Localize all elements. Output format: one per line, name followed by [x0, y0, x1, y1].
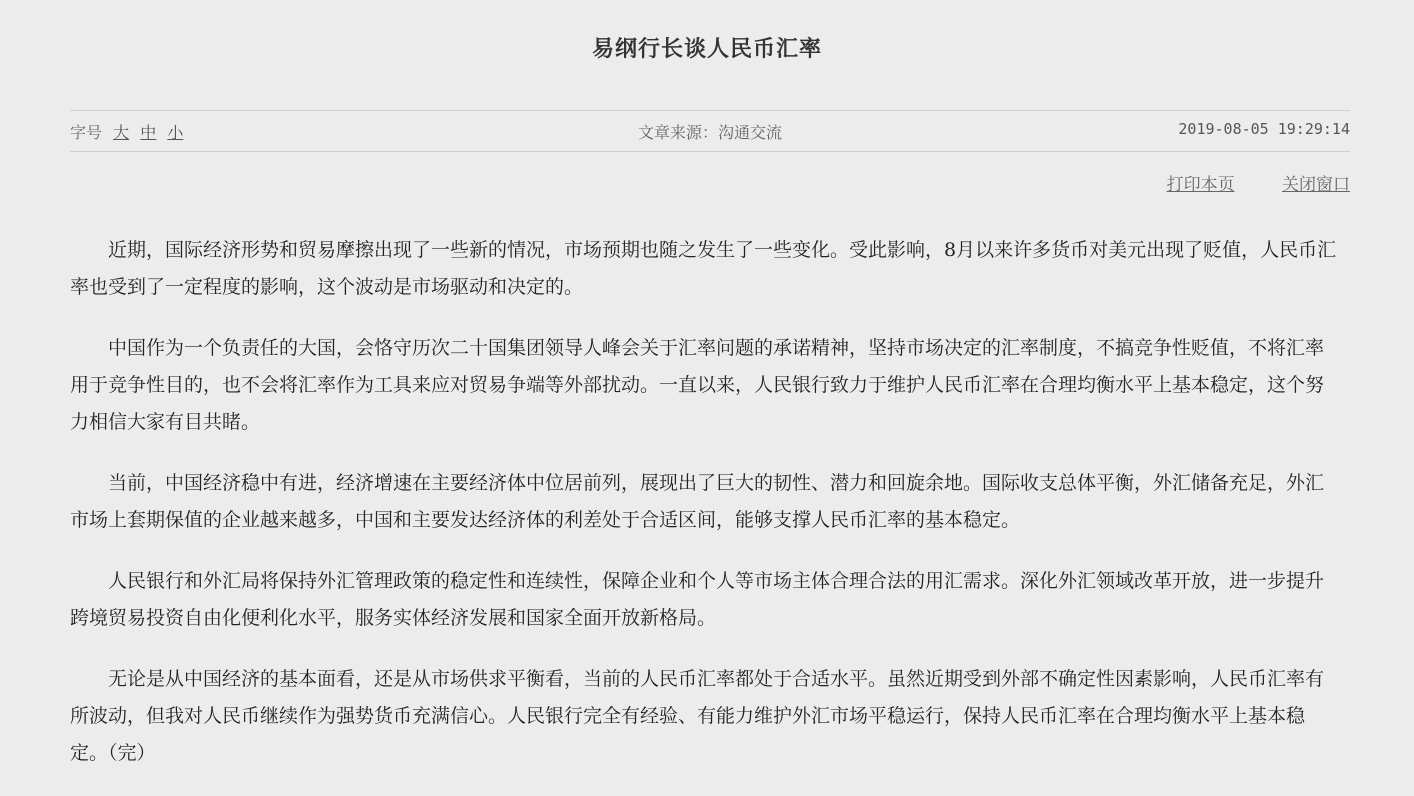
page-title: 易纲行长谈人民币汇率: [591, 36, 822, 62]
paragraph: 无论是从中国经济的基本面看，还是从市场供求平衡看，当前的人民币汇率都处于合适水平。虽然近期受到外部不确定性因素影响，人民币汇率有所波动，但我对人民币继续作为强势货币充满信心。人民银行完全有经验、有能力维护外汇市场平稳运行，保持人民币汇率在合理均衡水平上基本稳定。（完）: [70, 668, 1325, 764]
font-size-small-link[interactable]: 小: [167, 123, 184, 142]
publish-datetime: 2019-08-05 19:29:14: [1178, 120, 1350, 138]
font-size-large-link[interactable]: 大: [113, 123, 130, 142]
page-tools: [1125, 170, 1350, 195]
font-size-label: 字号: [70, 123, 103, 142]
article-content: [70, 232, 1340, 796]
print-page-link[interactable]: 打印本页: [1166, 175, 1235, 195]
meta-bar: [70, 110, 1350, 152]
paragraph: 当前，中国经济稳中有进，经济增速在主要经济体中位居前列，展现出了巨大的韧性、潜力和回旋余地。国际收支总体平衡，外汇储备充足，外汇市场上套期保值的企业越来越多，中国和主要发达经济体的利差处于合适区间，能够支撑人民币汇率的基本稳定。: [70, 472, 1325, 531]
paragraph: 近期，国际经济形势和贸易摩擦出现了一些新的情况，市场预期也随之发生了一些变化。受此影响，8月以来许多货币对美元出现了贬值，人民币汇率也受到了一定程度的影响，这个波动是市场驱动和决定的。: [70, 239, 1337, 298]
article-source: 文章来源：沟通交流: [637, 123, 782, 142]
close-window-link[interactable]: 关闭窗口: [1282, 175, 1350, 195]
paragraph: 人民银行和外汇局将保持外汇管理政策的稳定性和连续性，保障企业和个人等市场主体合理合法的用汇需求。深化外汇领域改革开放，进一步提升跨境贸易投资自由化便利化水平，服务实体经济发展和国家全面开放新格局。: [70, 570, 1325, 629]
font-size-control: [70, 120, 183, 143]
paragraph: 中国作为一个负责任的大国，会恪守历次二十国集团领导人峰会关于汇率问题的承诺精神，坚持市场决定的汇率制度，不搞竞争性贬值，不将汇率用于竞争性目的，也不会将汇率作为工具来应对贸易争端等外部扰动。一直以来，人民银行致力于维护人民币汇率在合理均衡水平上基本稳定，这个努力相信大家有目共睹。: [70, 337, 1325, 433]
font-size-medium-link[interactable]: 中: [140, 123, 157, 142]
